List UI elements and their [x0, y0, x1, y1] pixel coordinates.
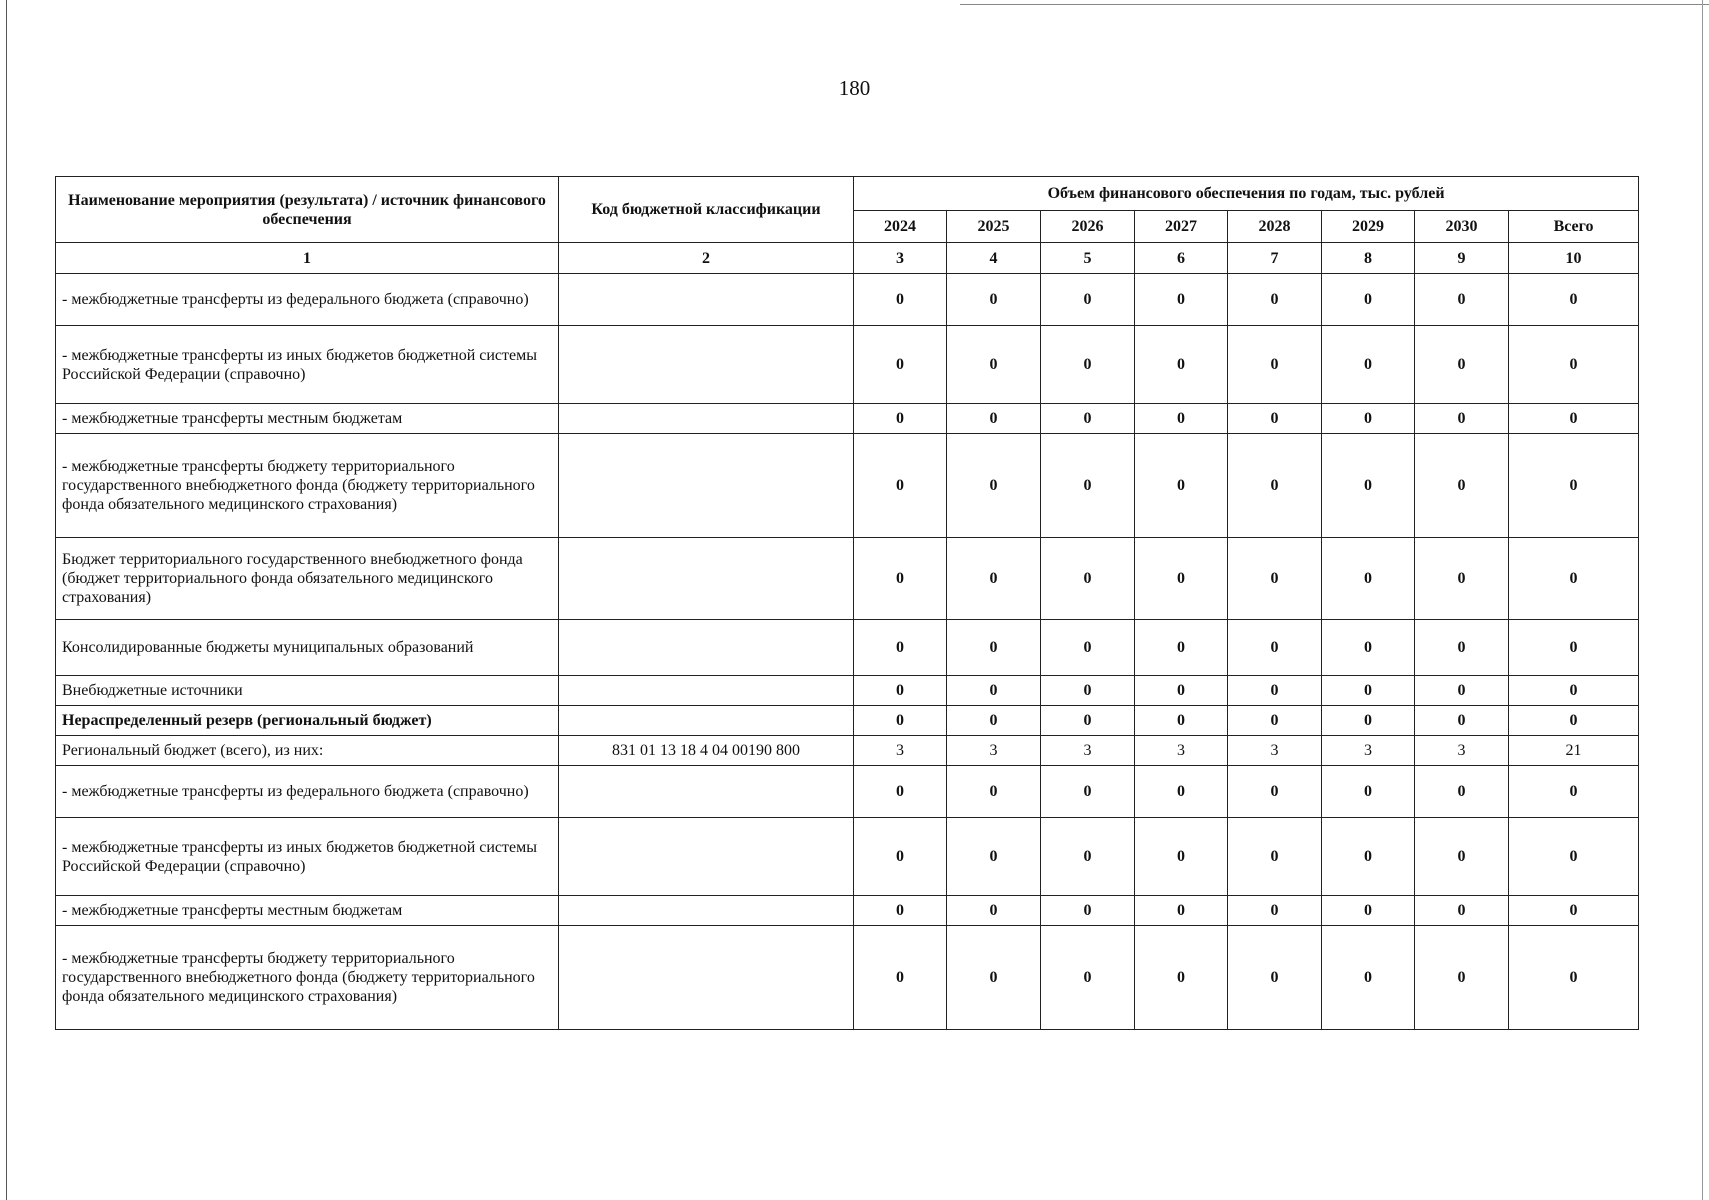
row-code-cell: [559, 404, 854, 434]
row-code-cell: [559, 818, 854, 896]
row-value-cell: 0: [1415, 766, 1509, 818]
row-code-cell: [559, 434, 854, 538]
row-value-cell: 0: [1041, 274, 1135, 326]
row-total-cell: 0: [1509, 620, 1639, 676]
row-value-cell: 0: [1228, 326, 1322, 404]
row-name-cell: - межбюджетные трансферты из иных бюджетов бюджетной системы Российской Федерации (справочно): [56, 326, 559, 404]
table-row: [56, 326, 1639, 404]
column-number: 4: [947, 243, 1041, 274]
row-value-cell: 0: [1041, 434, 1135, 538]
row-value-cell: 0: [854, 818, 947, 896]
row-value-cell: 0: [1228, 620, 1322, 676]
table-row: [56, 274, 1639, 326]
row-value-cell: 0: [947, 926, 1041, 1030]
row-value-cell: 3: [1135, 736, 1228, 766]
row-value-cell: 0: [1415, 326, 1509, 404]
row-value-cell: 0: [1415, 818, 1509, 896]
row-name-cell: Внебюджетные источники: [56, 676, 559, 706]
column-number: 9: [1415, 243, 1509, 274]
row-value-cell: 0: [1322, 274, 1415, 326]
row-code-cell: 831 01 13 18 4 04 00190 800: [559, 736, 854, 766]
row-value-cell: 0: [1228, 434, 1322, 538]
row-value-cell: 0: [1322, 676, 1415, 706]
row-value-cell: 0: [1041, 706, 1135, 736]
row-value-cell: 0: [1415, 538, 1509, 620]
row-value-cell: 0: [1228, 706, 1322, 736]
row-value-cell: 0: [854, 274, 947, 326]
row-value-cell: 0: [1228, 404, 1322, 434]
row-value-cell: 0: [1415, 620, 1509, 676]
row-value-cell: 0: [1135, 274, 1228, 326]
row-value-cell: 0: [947, 766, 1041, 818]
row-value-cell: 0: [1322, 434, 1415, 538]
row-name-cell: Бюджет территориального государственного внебюджетного фонда (бюджет территориального фонда обязательного медицинского страхования): [56, 538, 559, 620]
row-value-cell: 3: [1228, 736, 1322, 766]
row-code-cell: [559, 274, 854, 326]
row-value-cell: 0: [1135, 676, 1228, 706]
row-total-cell: 0: [1509, 818, 1639, 896]
row-code-cell: [559, 766, 854, 818]
row-code-cell: [559, 896, 854, 926]
row-value-cell: 0: [854, 404, 947, 434]
row-value-cell: 0: [1415, 434, 1509, 538]
row-value-cell: 0: [1041, 676, 1135, 706]
row-value-cell: 0: [854, 926, 947, 1030]
row-value-cell: 0: [947, 620, 1041, 676]
row-value-cell: 0: [854, 896, 947, 926]
column-number: 3: [854, 243, 947, 274]
row-value-cell: 0: [947, 896, 1041, 926]
row-value-cell: 3: [854, 736, 947, 766]
row-value-cell: 0: [1041, 818, 1135, 896]
header-volume-group: Объем финансового обеспечения по годам, тыс. рублей: [854, 177, 1639, 211]
row-value-cell: 0: [947, 676, 1041, 706]
column-number: 1: [56, 243, 559, 274]
row-total-cell: 0: [1509, 274, 1639, 326]
row-value-cell: 0: [1415, 706, 1509, 736]
row-total-cell: 0: [1509, 676, 1639, 706]
scan-edge-left: [6, 0, 7, 1200]
table-row: [56, 766, 1639, 818]
header-total: Всего: [1509, 211, 1639, 243]
row-value-cell: 0: [947, 434, 1041, 538]
row-value-cell: 0: [1228, 926, 1322, 1030]
table-row: [56, 926, 1639, 1030]
header-year: 2026: [1041, 211, 1135, 243]
row-value-cell: 0: [1041, 620, 1135, 676]
column-number: 7: [1228, 243, 1322, 274]
header-year: 2029: [1322, 211, 1415, 243]
row-value-cell: 0: [1322, 620, 1415, 676]
row-value-cell: 0: [947, 404, 1041, 434]
column-number: 8: [1322, 243, 1415, 274]
row-value-cell: 0: [1322, 706, 1415, 736]
row-name-cell: Нераспределенный резерв (региональный бюджет): [56, 706, 559, 736]
row-total-cell: 0: [1509, 926, 1639, 1030]
table-row: [56, 676, 1639, 706]
header-code-column: Код бюджетной классификации: [559, 177, 854, 243]
table-row: [56, 896, 1639, 926]
row-code-cell: [559, 538, 854, 620]
row-total-cell: 0: [1509, 896, 1639, 926]
header-year: 2024: [854, 211, 947, 243]
row-code-cell: [559, 706, 854, 736]
row-value-cell: 0: [947, 274, 1041, 326]
row-value-cell: 0: [1041, 326, 1135, 404]
table-row: [56, 736, 1639, 766]
header-year: 2027: [1135, 211, 1228, 243]
row-value-cell: 3: [1322, 736, 1415, 766]
row-name-cell: - межбюджетные трансферты бюджету территориального государственного внебюджетного фонда (бюджету территориального фонда обязательного медицинского страхования): [56, 434, 559, 538]
row-total-cell: 21: [1509, 736, 1639, 766]
row-value-cell: 0: [1322, 404, 1415, 434]
scan-edge-right: [1702, 0, 1703, 1200]
header-name-column: Наименование мероприятия (результата) / источник финансового обеспечения: [56, 177, 559, 243]
row-name-cell: - межбюджетные трансферты местным бюджетам: [56, 896, 559, 926]
row-value-cell: 0: [1041, 538, 1135, 620]
table-row: [56, 706, 1639, 736]
row-code-cell: [559, 676, 854, 706]
row-value-cell: 0: [1135, 434, 1228, 538]
row-name-cell: - межбюджетные трансферты бюджету территориального государственного внебюджетного фонда (бюджету территориального фонда обязательного медицинского страхования): [56, 926, 559, 1030]
scan-edge-top: [960, 4, 1709, 5]
row-value-cell: 0: [1228, 818, 1322, 896]
row-total-cell: 0: [1509, 766, 1639, 818]
row-value-cell: 0: [1135, 766, 1228, 818]
row-value-cell: 0: [854, 434, 947, 538]
row-value-cell: 0: [1415, 404, 1509, 434]
row-value-cell: 0: [1322, 818, 1415, 896]
row-value-cell: 0: [854, 706, 947, 736]
row-name-cell: Консолидированные бюджеты муниципальных образований: [56, 620, 559, 676]
row-value-cell: 0: [1135, 404, 1228, 434]
row-value-cell: 0: [1228, 676, 1322, 706]
row-value-cell: 0: [1415, 676, 1509, 706]
row-total-cell: 0: [1509, 434, 1639, 538]
header-year: 2028: [1228, 211, 1322, 243]
column-number: 10: [1509, 243, 1639, 274]
table-row: [56, 818, 1639, 896]
row-value-cell: 0: [1135, 926, 1228, 1030]
table-row: [56, 404, 1639, 434]
row-total-cell: 0: [1509, 706, 1639, 736]
row-code-cell: [559, 326, 854, 404]
row-value-cell: 0: [854, 326, 947, 404]
row-code-cell: [559, 926, 854, 1030]
row-code-cell: [559, 620, 854, 676]
row-value-cell: 3: [1041, 736, 1135, 766]
row-value-cell: 0: [854, 676, 947, 706]
row-total-cell: 0: [1509, 538, 1639, 620]
row-value-cell: 0: [1135, 818, 1228, 896]
row-value-cell: 0: [1228, 274, 1322, 326]
header-year: 2030: [1415, 211, 1509, 243]
page-number: 180: [838, 76, 871, 100]
row-name-cell: - межбюджетные трансферты местным бюджетам: [56, 404, 559, 434]
row-name-cell: - межбюджетные трансферты из федерального бюджета (справочно): [56, 274, 559, 326]
table-row: [56, 538, 1639, 620]
budget-table: [55, 176, 1639, 1030]
row-name-cell: Региональный бюджет (всего), из них:: [56, 736, 559, 766]
row-value-cell: 0: [1322, 326, 1415, 404]
row-value-cell: 0: [1322, 926, 1415, 1030]
row-value-cell: 0: [1041, 926, 1135, 1030]
row-value-cell: 0: [1041, 766, 1135, 818]
row-value-cell: 0: [1228, 766, 1322, 818]
row-total-cell: 0: [1509, 404, 1639, 434]
row-value-cell: 0: [1041, 404, 1135, 434]
row-name-cell: - межбюджетные трансферты из иных бюджетов бюджетной системы Российской Федерации (справочно): [56, 818, 559, 896]
row-value-cell: 0: [1041, 896, 1135, 926]
column-number: 2: [559, 243, 854, 274]
row-value-cell: 0: [1415, 896, 1509, 926]
row-value-cell: 0: [854, 538, 947, 620]
column-number: 6: [1135, 243, 1228, 274]
row-value-cell: 0: [1415, 274, 1509, 326]
row-value-cell: 0: [1135, 538, 1228, 620]
row-value-cell: 0: [1322, 766, 1415, 818]
row-value-cell: 0: [947, 326, 1041, 404]
row-value-cell: 0: [1135, 620, 1228, 676]
row-value-cell: 0: [1322, 896, 1415, 926]
column-number-row: [56, 243, 1639, 274]
column-number: 5: [1041, 243, 1135, 274]
row-value-cell: 0: [1415, 926, 1509, 1030]
row-value-cell: 3: [1415, 736, 1509, 766]
table-row: [56, 620, 1639, 676]
row-total-cell: 0: [1509, 326, 1639, 404]
row-value-cell: 0: [1135, 896, 1228, 926]
row-name-cell: - межбюджетные трансферты из федерального бюджета (справочно): [56, 766, 559, 818]
row-value-cell: 0: [947, 538, 1041, 620]
row-value-cell: 0: [854, 766, 947, 818]
row-value-cell: 0: [854, 620, 947, 676]
row-value-cell: 0: [1135, 326, 1228, 404]
row-value-cell: 0: [947, 706, 1041, 736]
row-value-cell: 0: [1135, 706, 1228, 736]
row-value-cell: 0: [947, 818, 1041, 896]
row-value-cell: 0: [1228, 896, 1322, 926]
table-row: [56, 434, 1639, 538]
header-year: 2025: [947, 211, 1041, 243]
table-body: [56, 243, 1639, 1030]
row-value-cell: 0: [1322, 538, 1415, 620]
row-value-cell: 0: [1228, 538, 1322, 620]
row-value-cell: 3: [947, 736, 1041, 766]
